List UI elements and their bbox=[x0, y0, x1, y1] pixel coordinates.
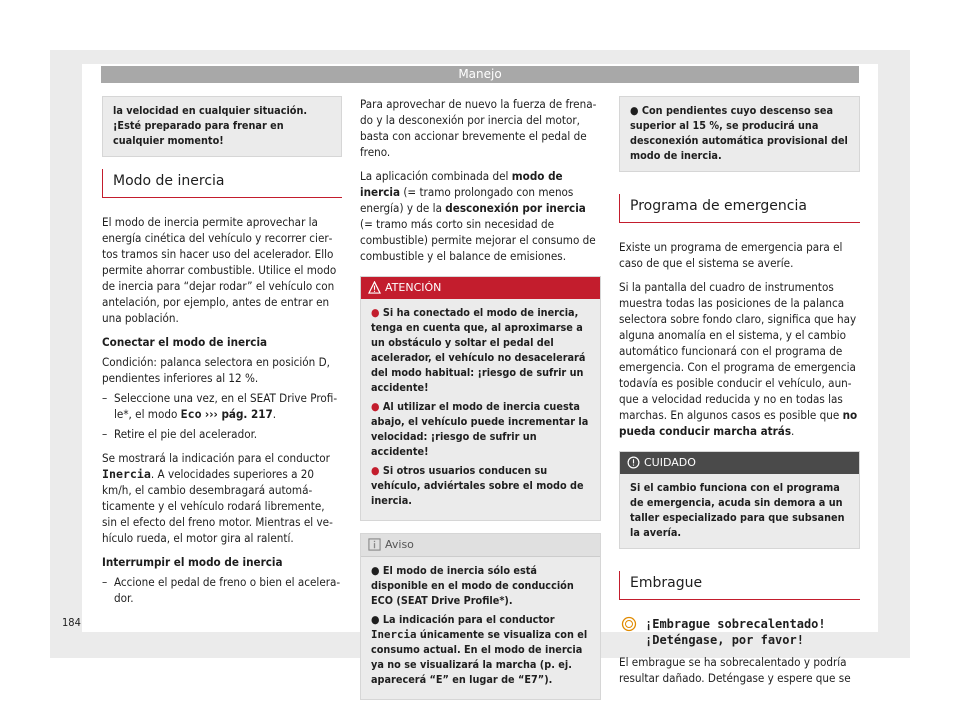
list-item bbox=[102, 574, 342, 606]
emergency-paragraph: Si la pantalla del cuadro de instrumentos muestra todas las posiciones de la palanca selectora sobre fondo claro, significa que hay alguna anomalía en el sistema, y el cambio automático funcionará con el programa de emergencia. Con el programa de emergencia todavía es posible conducir el vehículo, aunque a velocidad reducida y no en todas las marchas. En algunos casos es posible que no pueda conducir marcha atrás. bbox=[619, 280, 858, 438]
attention-body bbox=[361, 299, 600, 520]
warning-continuation-box bbox=[102, 96, 342, 157]
dash-marker: – bbox=[102, 575, 108, 589]
clutch-warning-icon bbox=[621, 616, 637, 632]
dash-marker: – bbox=[102, 391, 108, 405]
list-item: ● El modo de inercia sólo está disponible en el modo de conducción ECO (SEAT Drive Profile*). bbox=[371, 564, 574, 607]
list-item bbox=[102, 390, 342, 422]
note-title: Aviso bbox=[385, 538, 414, 551]
column-3 bbox=[619, 96, 860, 694]
page-number: 184 bbox=[62, 616, 81, 629]
clutch-paragraph: El embrague se ha sobrecalentado y podría resultar dañado. Deténgase y espere que se bbox=[619, 655, 851, 685]
brake-paragraph: Para aprovechar de nuevo la fuerza de frenado y la desconexión por inercia del motor, basta con accionar brevemente el pedal de freno. bbox=[360, 97, 597, 159]
eco-mode-label: Eco bbox=[180, 407, 202, 421]
note-header bbox=[361, 534, 600, 557]
clutch-warning-message: ¡Embrague sobrecalentado! ¡Deténgase, por favor! bbox=[619, 616, 860, 648]
column-2 bbox=[360, 96, 601, 700]
column-1 bbox=[102, 96, 342, 610]
warning-triangle-icon bbox=[368, 281, 381, 294]
caution-circle-icon bbox=[627, 456, 640, 469]
attention-title: ATENCIÓN bbox=[385, 281, 442, 294]
step-1-text: Seleccione una vez, en el SEAT Drive Profile*, el modo Eco ››› pág. 217. bbox=[114, 391, 338, 421]
attention-header bbox=[361, 277, 600, 299]
list-item: ● Si ha conectado el modo de inercia, tenga en cuenta que, al aproximarse a un obstáculo y soltar el pedal del acelerador, el vehículo no desacelerará del modo habitual: ¡riesgo de sufrir un accidente! bbox=[371, 306, 586, 394]
caution-body: Si el cambio funciona con el programa de emergencia, acuda sin demora a un taller especializado para que subsanen la avería. bbox=[630, 481, 845, 539]
info-note-icon bbox=[368, 538, 381, 551]
intro-paragraph: El modo de inercia permite aprovechar la energía cinética del vehículo y recorrer ciertos tramos sin hacer uso del acelerador. Ello permite ahorrar combustible. Utilice el modo de inercia para “dejar rodar” el vehículo con antelación, por ejemplo, antes de entrar en una población. bbox=[102, 215, 337, 325]
caution-header bbox=[620, 452, 859, 474]
combined-paragraph: La aplicación combinada del modo de inercia (= tramo prolongado con menos energía) y de la desconexión por inercia (= tramo más corto sin necesidad de combustible) permite mejorar el consumo de combustible y el balance de emisiones. bbox=[360, 169, 596, 263]
interrupt-step-text: Accione el pedal de freno o bien el acelerador. bbox=[114, 575, 341, 605]
connect-subheading: Conectar el modo de inercia bbox=[102, 335, 268, 349]
step-2-text: Retire el pie del acelerador. bbox=[114, 427, 258, 441]
list-item: ● La indicación para el conductor Inercia únicamente se visualiza con el consumo actual. En el modo de inercia ya no se visualizará la marcha (p. ej. aparecerá “E” en lugar de “E7”). bbox=[371, 613, 588, 686]
list-item: ● Si otros usuarios conducen su vehículo, adviértales sobre el modo de inercia. bbox=[371, 464, 584, 507]
caution-box bbox=[619, 451, 860, 549]
section-title-embrague: Embrague bbox=[619, 571, 860, 600]
emergency-intro: Existe un programa de emergencia para el caso de que el sistema se averíe. bbox=[619, 240, 843, 270]
attention-box bbox=[360, 276, 601, 521]
note-body bbox=[361, 557, 600, 699]
interrupt-subheading: Interrumpir el modo de inercia bbox=[102, 555, 283, 569]
list-item bbox=[102, 426, 342, 442]
slope-info-text: ● Con pendientes cuyo descenso sea superior al 15 %, se producirá una desconexión automática provisional del modo de inercia. bbox=[630, 104, 848, 162]
section-title-programa-emergencia: Programa de emergencia bbox=[619, 194, 860, 223]
page-header: Manejo bbox=[101, 66, 859, 83]
section-title-modo-inercia: Modo de inercia bbox=[102, 169, 342, 198]
slope-info-box bbox=[619, 96, 860, 172]
caution-title: CUIDADO bbox=[644, 456, 696, 469]
dash-marker: – bbox=[102, 427, 108, 441]
connect-condition: Condición: palanca selectora en posición D, pendientes inferiores al 12 %. bbox=[102, 355, 330, 385]
list-item: ● Al utilizar el modo de inercia cuesta abajo, el vehículo puede incrementar la velocidad: ¡riesgo de sufrir un accidente! bbox=[371, 400, 589, 458]
inercia-display-label: Inercia bbox=[102, 467, 151, 481]
note-box bbox=[360, 533, 601, 700]
warning-continuation-text: la velocidad en cualquier situación. ¡Esté preparado para frenar en cualquier momento! bbox=[113, 104, 308, 147]
display-paragraph: Se mostrará la indicación para el conductor Inercia. A velocidades superiores a 20 km/h, el cambio desembragará automáticamente y el vehículo rodará libremente, sin el efecto del freno motor. Mientras el vehículo rueda, el motor gira al ralentí. bbox=[102, 451, 333, 545]
page-reference-link[interactable]: ››› pág. 217 bbox=[204, 407, 273, 421]
